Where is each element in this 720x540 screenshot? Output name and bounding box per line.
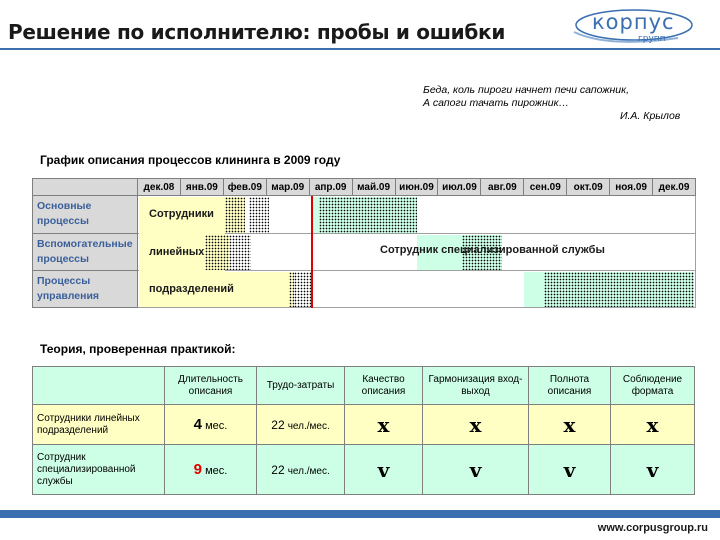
- logo-sub: групп: [638, 34, 666, 44]
- column-header: Качество описания: [345, 367, 423, 405]
- duration-unit: мес.: [205, 465, 228, 477]
- table-row: [33, 405, 695, 445]
- format-mark: v: [611, 445, 695, 495]
- gantt-row-label: Процессы управления: [32, 271, 138, 308]
- month-header: апр.09: [310, 178, 353, 196]
- specialist-bar: [544, 272, 694, 307]
- effort-cell: [257, 405, 345, 445]
- month-header: дек.08: [138, 178, 181, 196]
- harmonization-mark: v: [423, 445, 529, 495]
- title-divider: [0, 48, 720, 50]
- bar-dotted-segment: [249, 197, 269, 233]
- today-marker: [311, 196, 313, 308]
- quote-line-2: А сапоги тачать пирожник…: [423, 97, 570, 109]
- gantt-heading: График описания процессов клининга в 2009 году: [40, 153, 341, 167]
- month-header: окт.09: [567, 178, 610, 196]
- table-row: [33, 445, 695, 495]
- theory-heading: Теория, проверенная практикой:: [40, 342, 236, 356]
- effort-number: 22: [271, 417, 285, 432]
- effort-unit: чел./мес.: [287, 420, 330, 432]
- quality-mark: v: [345, 445, 423, 495]
- specialist-bar: [524, 272, 544, 307]
- bar-dotted-segment: [229, 235, 251, 270]
- logo-word: корпус: [592, 10, 675, 34]
- bar-label: Сотрудник специализированной службы: [380, 244, 605, 256]
- column-header: Полнота описания: [529, 367, 611, 405]
- month-header: мар.09: [267, 178, 310, 196]
- effort-number: 22: [271, 462, 285, 477]
- duration-number: 9: [193, 461, 203, 478]
- harmonization-mark: x: [423, 405, 529, 445]
- month-header: июл.09: [438, 178, 481, 196]
- duration-cell: [165, 405, 257, 445]
- row-label: Сотрудник специализированной службы: [33, 445, 165, 495]
- company-logo: [568, 8, 708, 48]
- column-header: Трудо-затраты: [257, 367, 345, 405]
- footer-divider: [0, 510, 720, 518]
- duration-number: 4: [193, 416, 203, 433]
- effort-unit: чел./мес.: [287, 465, 330, 477]
- month-header: ноя.09: [610, 178, 653, 196]
- month-header: фев.09: [224, 178, 267, 196]
- gantt-corner: [32, 178, 138, 196]
- bar-label: Сотрудники: [149, 208, 214, 220]
- duration-cell: [165, 445, 257, 495]
- quote-line-1: Беда, коль пироги начнет печи сапожник,: [423, 84, 630, 96]
- month-header: дек.09: [653, 178, 696, 196]
- column-header: Соблюдение формата: [611, 367, 695, 405]
- bar-dotted-segment: [225, 197, 245, 233]
- gantt-row-label: Основные процессы: [32, 196, 138, 234]
- linear-staff-bar: [225, 272, 289, 307]
- gantt-row-label: Вспомогательные процессы: [32, 234, 138, 271]
- month-header: янв.09: [181, 178, 224, 196]
- month-header: авг.09: [481, 178, 524, 196]
- quality-mark: x: [345, 405, 423, 445]
- completeness-mark: x: [529, 405, 611, 445]
- bar-label: линейных: [149, 246, 205, 258]
- gantt-chart: [32, 178, 696, 310]
- table-corner: [33, 367, 165, 405]
- column-header: Длительность описания: [165, 367, 257, 405]
- column-header: Гармонизация вход-выход: [423, 367, 529, 405]
- table-header-row: [33, 367, 695, 405]
- page-title: Решение по исполнителю: пробы и ошибки: [8, 20, 506, 44]
- month-header: июн.09: [396, 178, 439, 196]
- footer-url[interactable]: www.corpusgroup.ru: [597, 522, 708, 534]
- bar-dotted-segment: [294, 272, 312, 307]
- bar-label: подразделений: [149, 283, 234, 295]
- bar-dotted-segment: [205, 235, 229, 270]
- completeness-mark: v: [529, 445, 611, 495]
- duration-unit: мес.: [205, 420, 228, 432]
- comparison-table: [32, 366, 695, 495]
- effort-cell: [257, 445, 345, 495]
- month-header: сен.09: [524, 178, 567, 196]
- row-label: Сотрудники линейных подразделений: [33, 405, 165, 445]
- quote-author: И.А. Крылов: [620, 110, 681, 122]
- month-header: май.09: [353, 178, 396, 196]
- format-mark: x: [611, 405, 695, 445]
- specialist-bar: [319, 197, 417, 233]
- quote: [423, 84, 703, 110]
